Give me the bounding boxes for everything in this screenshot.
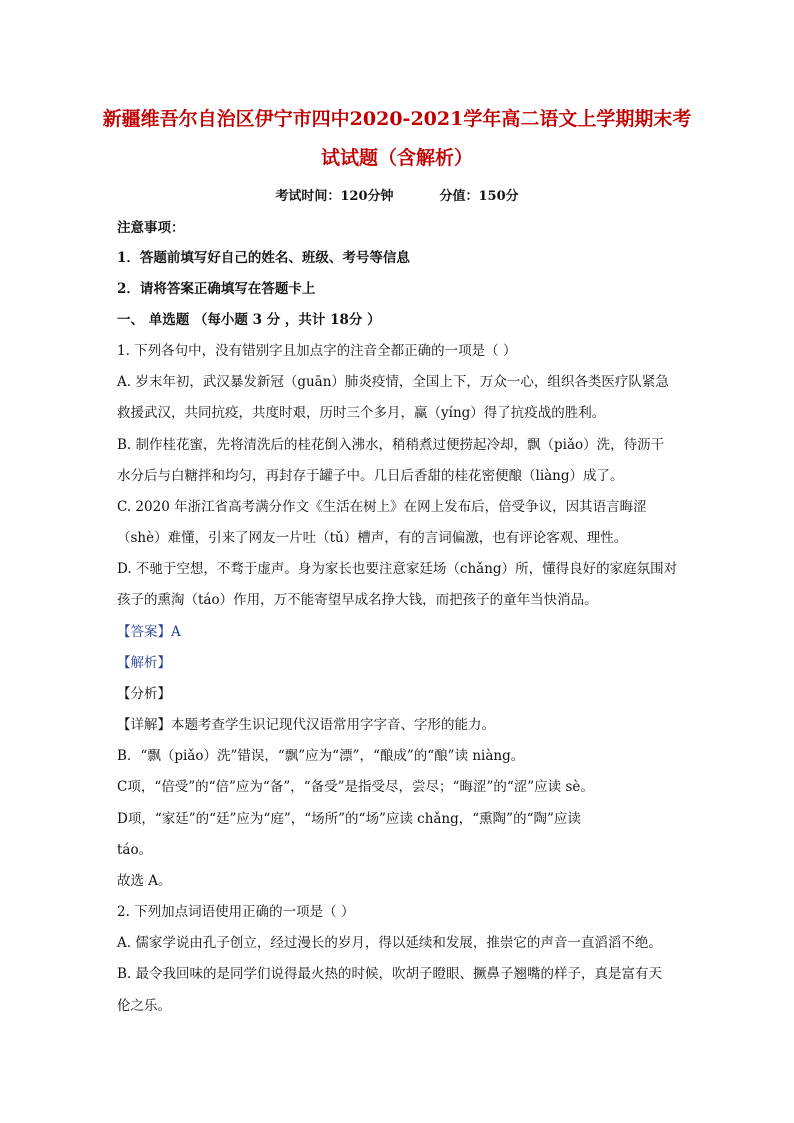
q1-option-d-line1: D. 不驰于空想，不骛于虚声。身为家长也要注意家廷场（chǎng）所，懂得良好的家庭氛围对 bbox=[117, 561, 678, 577]
notes-heading: 注意事项： bbox=[117, 220, 185, 236]
question-1-stem: 1. 下列各句中，没有错别字且加点字的注音全都正确的一项是（ ） bbox=[117, 343, 517, 359]
q1-option-b-line2: 水分后与白糖拌和均匀，再封存于罐子中。几日后香甜的桂花密便酿（liàng）成了。 bbox=[117, 468, 624, 484]
q1-option-c-line1: C. 2020 年浙江省高考满分作文《生活在树上》在网上发布后，倍受争议，因其语言晦涩 bbox=[117, 499, 647, 515]
q1-explanation-d-line2: táo。 bbox=[117, 842, 153, 858]
q2-option-b-line2: 伦之乐。 bbox=[117, 998, 171, 1014]
q1-analysis-label: 【解析】 bbox=[117, 655, 171, 671]
q1-option-a-line1: A. 岁末年初，武汉暴发新冠（guān）肺炎疫情，全国上下，万众一心，组织各类医疗队紧急 bbox=[117, 374, 669, 390]
section-heading: 一、 单选题 （每小题 3 分 ，共计 18分 ） bbox=[117, 312, 381, 328]
q1-explanation-c: C项，“倍受”的“倍”应为“备”，“备受”是指受尽，尝尽；“晦涩”的“涩”应读 sè。 bbox=[117, 779, 594, 795]
q2-option-b-line1: B. 最令我回味的是同学们说得最火热的时候，吹胡子瞪眼、撅鼻子翘嘴的样子，真是富有天 bbox=[117, 966, 663, 982]
q1-option-d-line2: 孩子的熏淘（táo）作用，万不能寄望早成名挣大钱，而把孩子的童年当快消品。 bbox=[117, 592, 598, 608]
q1-explanation-b: B．“飘（piǎo）洗”错误，“飘”应为“漂”，“酿成”的“酿”读 niàng。 bbox=[117, 748, 525, 764]
exam-meta bbox=[0, 185, 794, 204]
document-title-line1: 新疆维吾尔自治区伊宁市四中2020-2021学年高二语文上学期期末考 bbox=[102, 108, 692, 130]
q1-detail: 【详解】本题考查学生识记现代汉语常用字字音、字形的能力。 bbox=[117, 717, 495, 733]
q1-option-a-line2: 救援武汉，共同抗疫，共度时艰，历时三个多月，赢（yíng）得了抗疫战的胜利。 bbox=[117, 405, 606, 421]
document-title-line2: 试试题（含解析） bbox=[320, 147, 473, 169]
exam-time: 考试时间：120分钟 bbox=[275, 189, 394, 204]
q1-fenxi-label: 【分析】 bbox=[117, 686, 171, 702]
q1-explanation-d-line1: D项，“家廷”的“廷”应为“庭”，“场所”的“场”应读 chǎng，“熏陶”的“陶”应读 bbox=[117, 811, 581, 827]
q1-answer: 【答案】A bbox=[117, 624, 181, 640]
question-2-stem: 2. 下列加点词语使用正确的一项是（ ） bbox=[117, 904, 355, 920]
q2-option-a: A. 儒家学说由孔子创立，经过漫长的岁月，得以延续和发展，推崇它的声音一直滔滔不绝。 bbox=[117, 935, 662, 951]
q1-conclusion: 故选 A。 bbox=[117, 873, 172, 889]
note-1: 1．答题前填写好自己的姓名、班级、考号等信息 bbox=[117, 250, 410, 266]
q1-option-c-line2: （shè）难懂，引来了网友一片吐（tǔ）槽声，有的言词偏激，也有评论客观、理性。 bbox=[117, 530, 628, 546]
q1-option-b-line1: B. 制作桂花蜜，先将清洗后的桂花倒入沸水，稍稍煮过便捞起冷却，飘（piǎo）洗，待沥干 bbox=[117, 437, 665, 453]
exam-score: 分值：150分 bbox=[439, 189, 519, 204]
note-2: 2．请将答案正确填写在答题卡上 bbox=[117, 281, 316, 297]
